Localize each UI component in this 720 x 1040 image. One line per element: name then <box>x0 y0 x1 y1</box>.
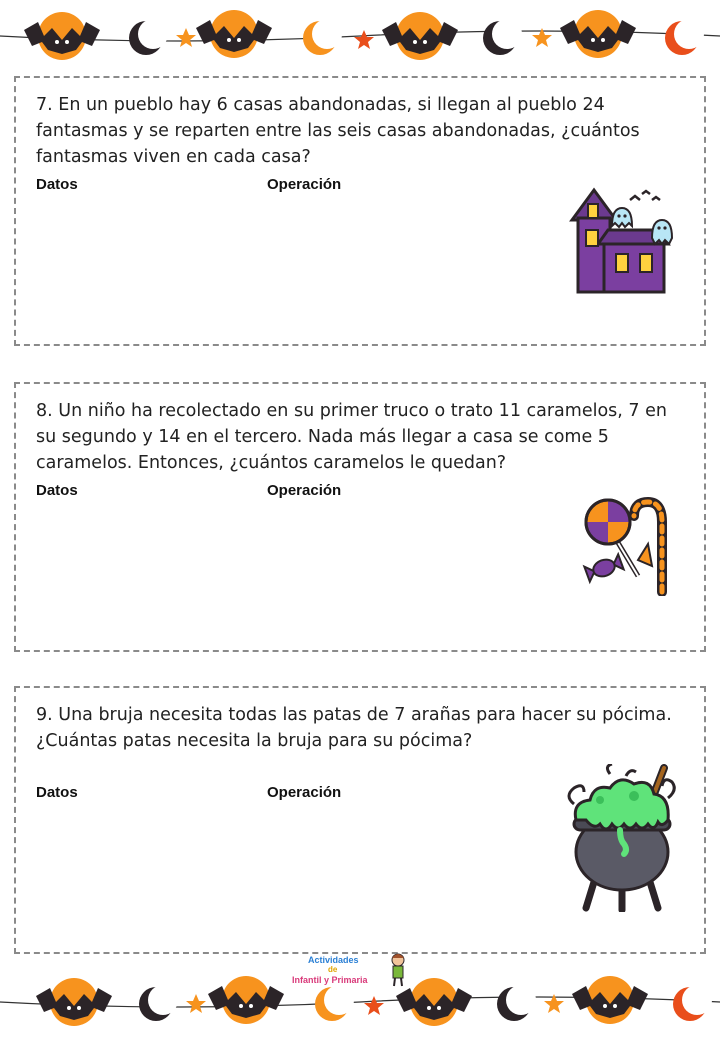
problem-card-8 <box>14 382 706 652</box>
moon-icon <box>673 985 712 1021</box>
operacion-label: Operación <box>267 482 342 499</box>
halloween-garland-bottom <box>0 966 720 1036</box>
logo-line-3: Infantil y Primaria <box>292 975 368 985</box>
datos-label: Datos <box>36 784 78 801</box>
problem-card-9 <box>14 686 706 954</box>
bat-pumpkin-icon <box>196 10 272 58</box>
operacion-label: Operación <box>267 176 342 193</box>
datos-label: Datos <box>36 176 78 193</box>
candy-icon <box>582 496 678 596</box>
moon-icon <box>497 985 536 1021</box>
operacion-label: Operación <box>267 784 342 801</box>
logo-line-2: de <box>328 965 338 974</box>
moon-icon <box>129 19 168 55</box>
halloween-garland-top <box>0 0 720 70</box>
star-icon <box>364 996 384 1015</box>
haunted-house-icon <box>568 186 676 298</box>
problem-8-text: 8. Un niño ha recolectado en su primer truco o trato 11 caramelos, 7 en su segundo y 14 en el tercero. Nada más llegar a casa se come 5 caramelos. Entonces, ¿cuántos caramelos le quedan? <box>36 401 667 473</box>
bat-pumpkin-icon <box>24 12 100 60</box>
moon-icon <box>483 19 522 55</box>
moon-icon <box>303 19 342 55</box>
bat-pumpkin-icon <box>560 10 636 58</box>
bat-pumpkin-icon <box>208 976 284 1024</box>
star-icon <box>186 994 206 1013</box>
logo-line-1: Actividades <box>308 955 359 965</box>
star-icon <box>176 28 196 47</box>
star-icon <box>354 30 374 49</box>
cauldron-icon <box>560 764 684 912</box>
problem-9-text: 9. Una bruja necesita todas las patas de 7 arañas para hacer su pócima. ¿Cuántas patas necesita la bruja para su pócima? <box>36 705 672 751</box>
problem-card-7 <box>14 76 706 346</box>
moon-icon <box>315 985 354 1021</box>
moon-icon <box>139 985 178 1021</box>
problem-7-text: 7. En un pueblo hay 6 casas abandonadas, si llegan al pueblo 24 fantasmas y se reparten entre las seis casas abandonadas, ¿cuántos fantasmas viven en cada casa? <box>36 95 640 167</box>
moon-icon <box>665 19 704 55</box>
bat-pumpkin-icon <box>382 12 458 60</box>
bat-pumpkin-icon <box>36 978 112 1026</box>
datos-label: Datos <box>36 482 78 499</box>
bat-pumpkin-icon <box>572 976 648 1024</box>
bat-pumpkin-icon <box>396 978 472 1026</box>
